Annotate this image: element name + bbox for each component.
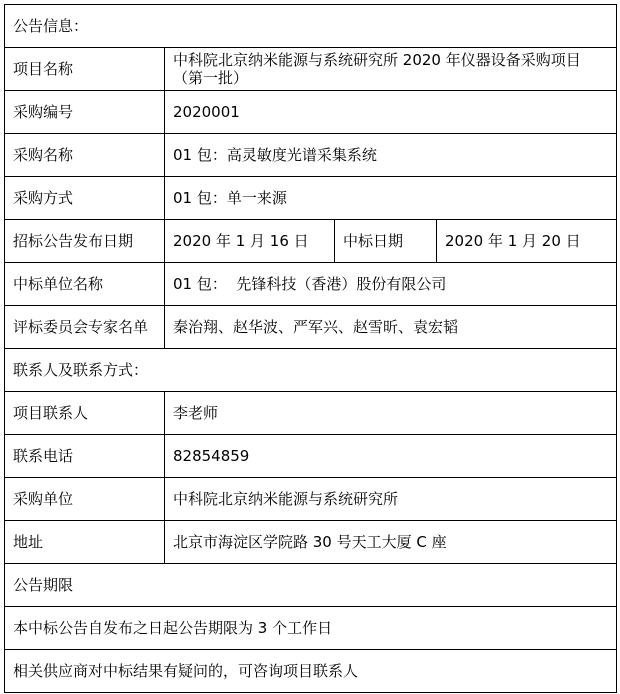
- row-experts: [5, 306, 617, 349]
- row-address: [5, 521, 617, 564]
- row-dates: [5, 220, 617, 263]
- section-header-notice: 公告信息：: [5, 5, 617, 48]
- section-row-period: [5, 564, 617, 607]
- value-contact-person: 李老师: [165, 392, 617, 435]
- label-purchase-method: 采购方式: [5, 177, 165, 220]
- row-inquiry-text: [5, 650, 617, 693]
- value-contact-phone: 82854859: [165, 435, 617, 478]
- value-award-date: 2020 年 1 月 20 日: [437, 220, 617, 263]
- label-tender-date: 招标公告发布日期: [5, 220, 165, 263]
- label-winning-unit: 中标单位名称: [5, 263, 165, 306]
- value-tender-date: 2020 年 1 月 16 日: [165, 220, 335, 263]
- value-purchase-method: 01 包：单一来源: [165, 177, 617, 220]
- award-notice-table: [4, 4, 617, 693]
- row-purchase-method: [5, 177, 617, 220]
- label-purchase-number: 采购编号: [5, 91, 165, 134]
- value-purchase-number: 2020001: [165, 91, 617, 134]
- label-contact-person: 项目联系人: [5, 392, 165, 435]
- label-experts: 评标委员会专家名单: [5, 306, 165, 349]
- value-winning-unit: 01 包： 先锋科技（香港）股份有限公司: [165, 263, 617, 306]
- inquiry-text: 相关供应商对中标结果有疑问的，可咨询项目联系人: [5, 650, 617, 693]
- label-project-name: 项目名称: [5, 48, 165, 91]
- row-purchase-number: [5, 91, 617, 134]
- label-contact-phone: 联系电话: [5, 435, 165, 478]
- period-text: 本中标公告自发布之日起公告期限为 3 个工作日: [5, 607, 617, 650]
- section-header-period: 公告期限: [5, 564, 617, 607]
- label-purchasing-unit: 采购单位: [5, 478, 165, 521]
- row-project-name: [5, 48, 617, 91]
- row-purchase-name: [5, 134, 617, 177]
- row-contact-phone: [5, 435, 617, 478]
- row-purchasing-unit: [5, 478, 617, 521]
- value-purchasing-unit: 中科院北京纳米能源与系统研究所: [165, 478, 617, 521]
- section-row-contact: [5, 349, 617, 392]
- value-address: 北京市海淀区学院路 30 号天工大厦 C 座: [165, 521, 617, 564]
- row-contact-person: [5, 392, 617, 435]
- row-period-text: [5, 607, 617, 650]
- label-award-date: 中标日期: [335, 220, 437, 263]
- label-address: 地址: [5, 521, 165, 564]
- label-purchase-name: 采购名称: [5, 134, 165, 177]
- row-winning-unit: [5, 263, 617, 306]
- value-experts: 秦治翔、赵华波、严军兴、赵雪昕、袁宏韬: [165, 306, 617, 349]
- value-purchase-name: 01 包：高灵敏度光谱采集系统: [165, 134, 617, 177]
- section-header-contact: 联系人及联系方式：: [5, 349, 617, 392]
- section-row-notice: [5, 5, 617, 48]
- value-project-name: 中科院北京纳米能源与系统研究所 2020 年仪器设备采购项目（第一批）: [165, 48, 617, 91]
